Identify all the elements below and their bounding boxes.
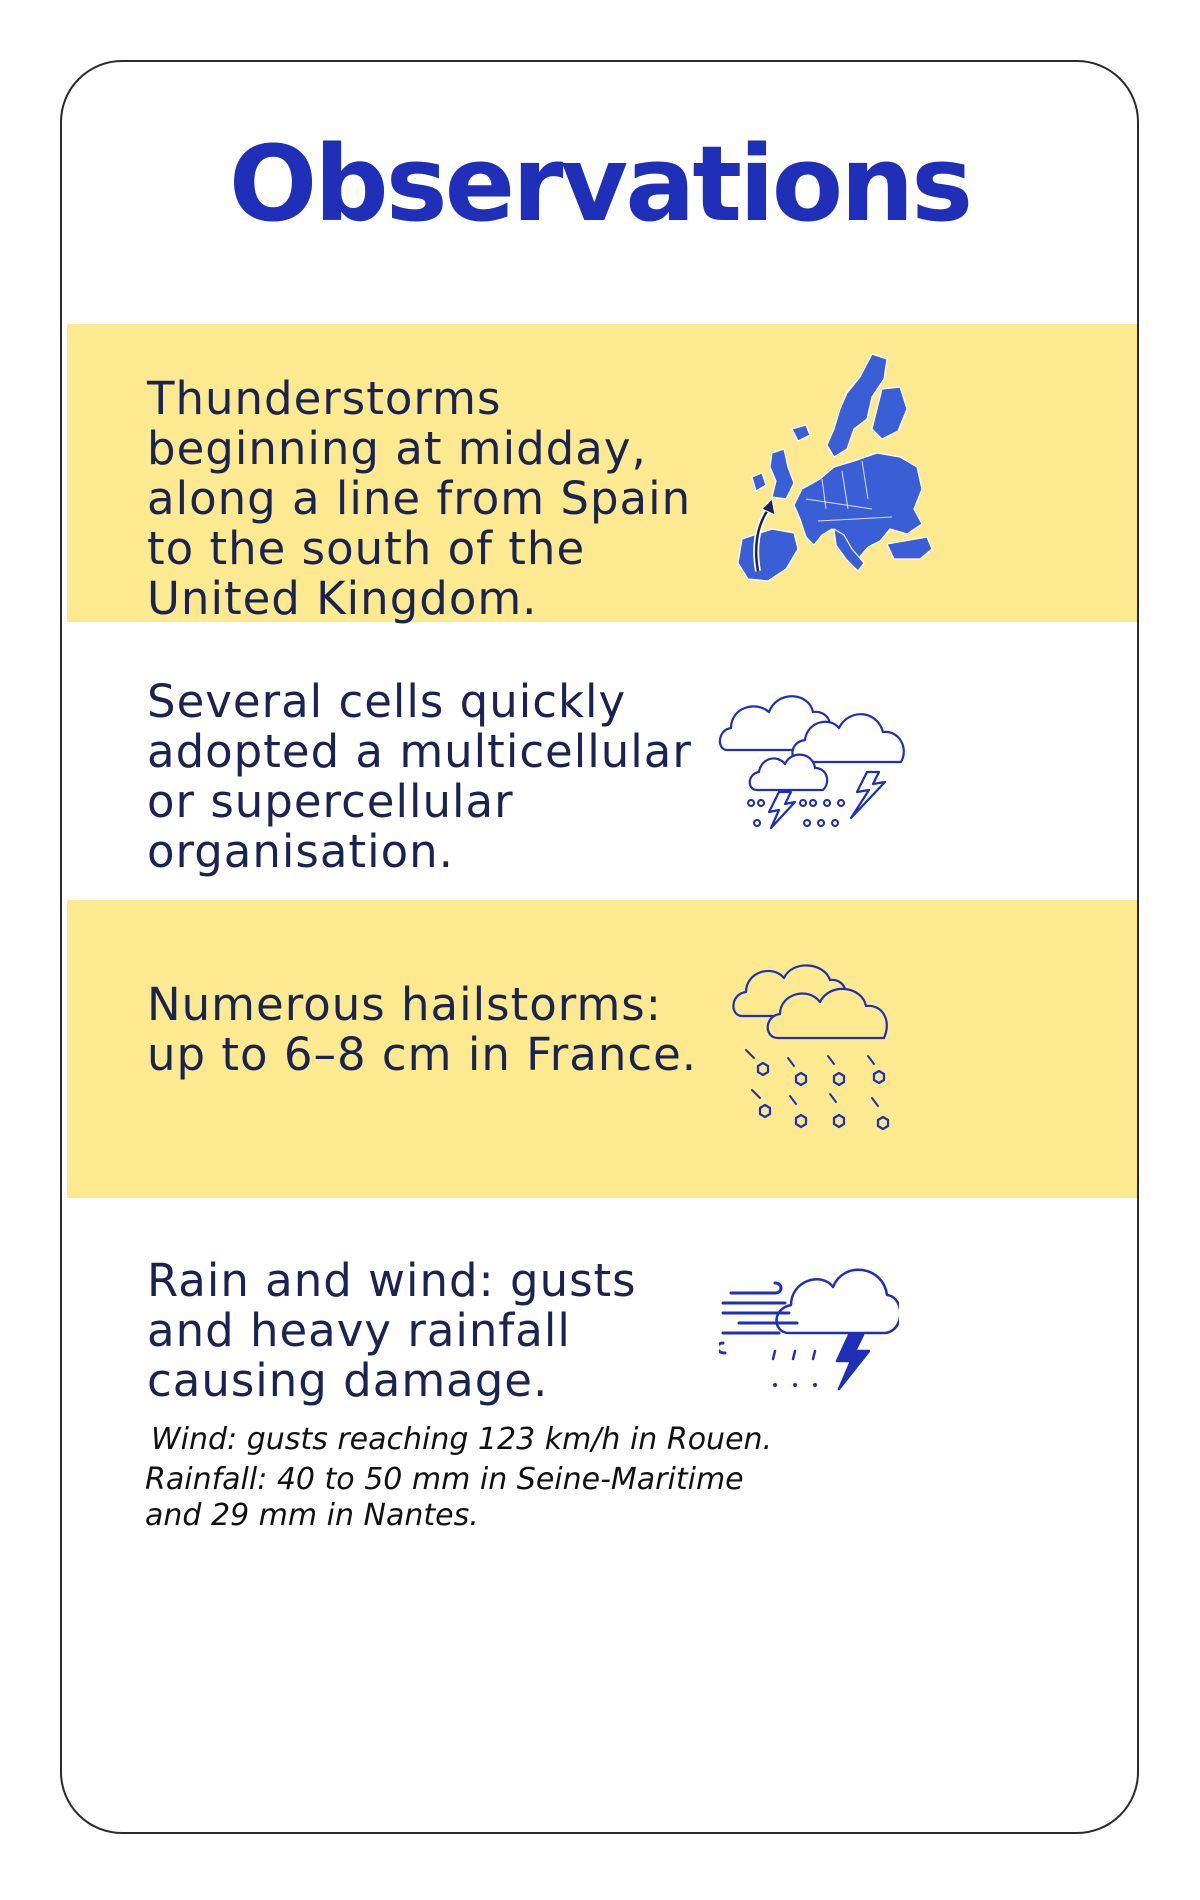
page-title: Observations — [228, 123, 971, 245]
observation-item-cells — [67, 622, 1137, 900]
observation-text: Thunderstorms beginning at midday, along a line from Spain to the south of the United Kingdom. — [147, 372, 692, 625]
observation-text: Several cells quickly adopted a multicellular or supercellular organisation. — [147, 675, 692, 878]
europe-map-icon — [722, 349, 932, 593]
observation-notes — [145, 1422, 785, 1534]
observations-card — [60, 60, 1139, 1834]
rainfall-note: Rainfall: 40 to 50 mm in Seine-Maritime and 29 mm in Nantes. — [145, 1462, 744, 1533]
observation-text: Rain and wind: gusts and heavy rainfall causing damage. — [147, 1254, 637, 1407]
observation-item-rain-wind — [67, 1198, 1137, 1458]
observation-item-hailstorms — [67, 900, 1137, 1198]
storm-clouds-icon — [717, 682, 917, 846]
wind-rain-storm-icon — [719, 1253, 899, 1407]
observation-text: Numerous hailstorms: up to 6–8 cm in France. — [147, 978, 698, 1081]
hail-icon — [732, 958, 912, 1142]
wind-note: Wind: gusts reaching 123 km/h in Rouen. — [151, 1422, 773, 1457]
observation-item-thunderstorms — [67, 324, 1137, 625]
